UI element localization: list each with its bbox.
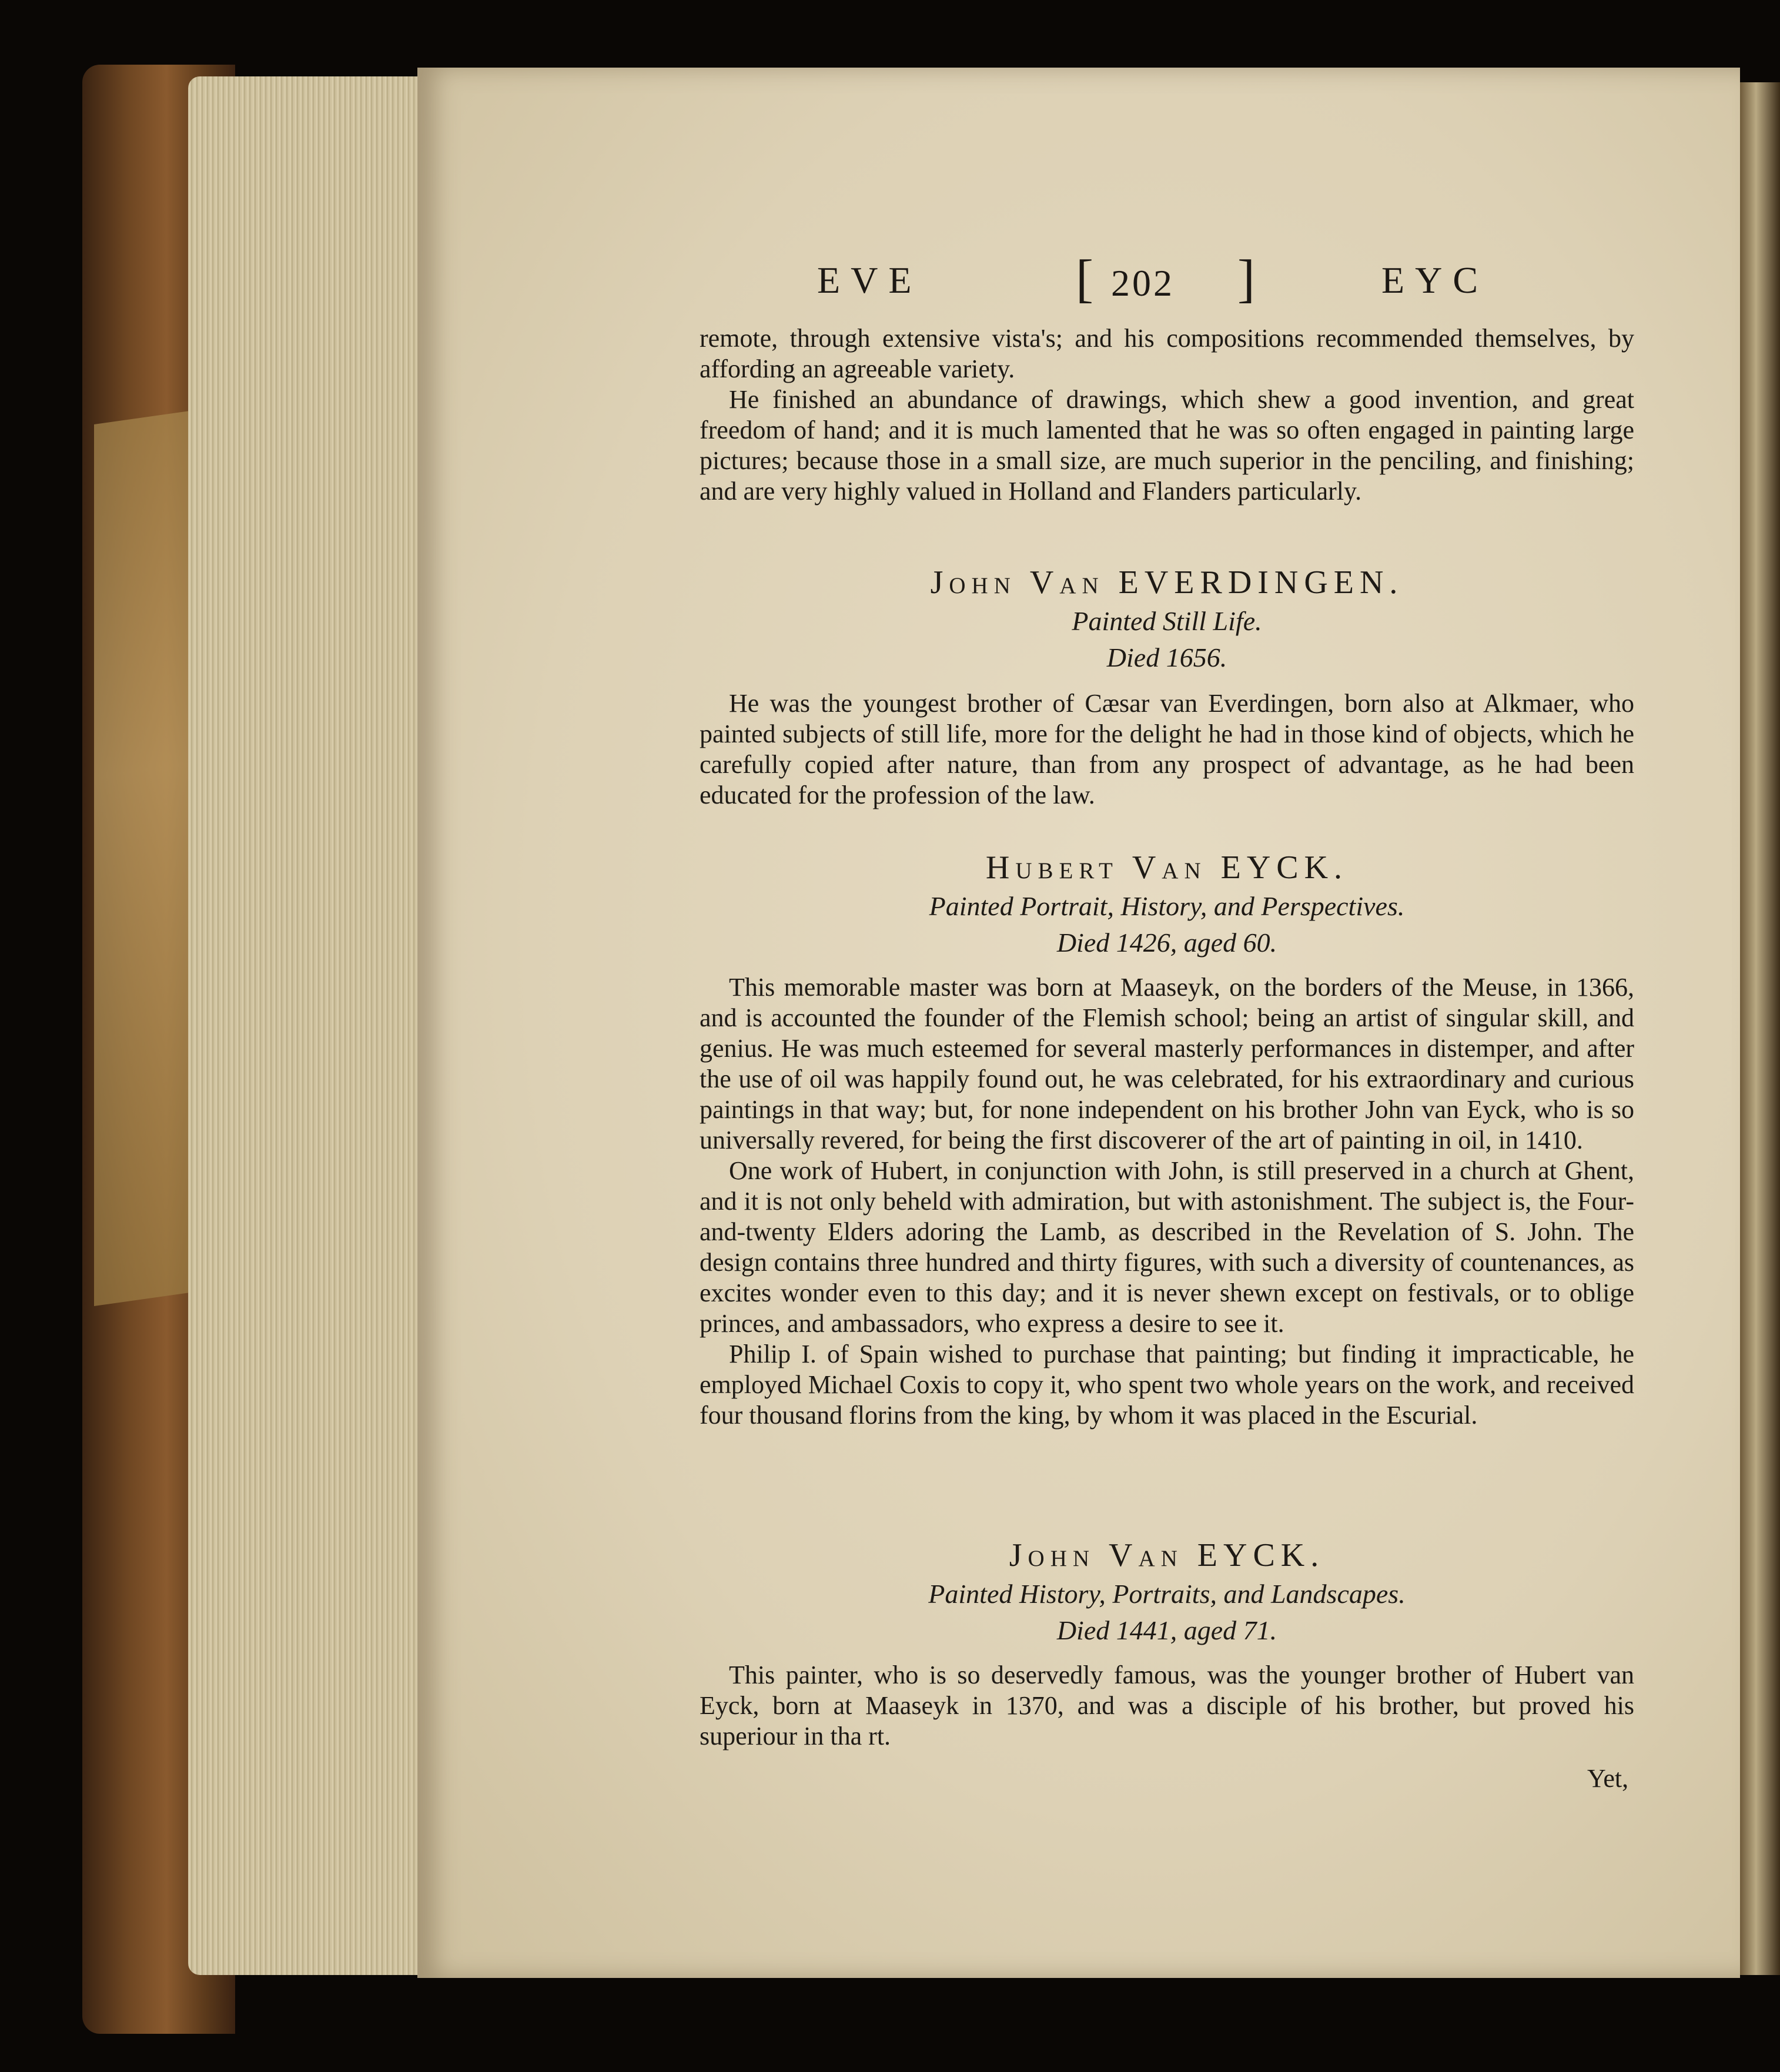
entry-died: Died 1441, aged 71.: [1056, 1615, 1277, 1645]
entry-died: Died 1426, aged 60.: [1056, 928, 1277, 958]
entry-died: Died 1656.: [1106, 642, 1227, 672]
paragraph: This memorable master was born at Maaseyk, on the borders of the Meuse, in 1366, and is accounted the founder of the Flemish school; being an artist of singular skill, and genius. He was much esteemed for several masterly performances in distemper, and after the use of oil was happily found out, he was celebrated, for his extraordinary and curious paintings in that way; but, for none independent on his brother John van Eyck, who is so universally revered, for being the first discoverer of the art of painting in oil, in 1410.: [700, 973, 1634, 1154]
paragraph: He finished an abundance of drawings, which shew a good invention, and great freedom of hand; and it is much lamented that he was so often engaged in painting large pictures; because those in a small size, are much superior in the penciling, and finishing; and are very highly valued in Holland and Flanders particularly.: [700, 385, 1634, 506]
entry-john-van-eyck: [700, 1537, 1634, 1752]
paragraph: One work of Hubert, in conjunction with John, is still preserved in a church at Ghent, and it is not only beheld with admiration, but with astonishment. The subject is, the Four-and-twenty Elders adoring the Lamb, as described in the Revelation of S. John. The design contains three hundred and thirty figures, with such a diversity of countenances, as excites wonder even to this day; and it is never shewn except on festivals, or to oblige princes, and ambassadors, who express a desire to see it.: [700, 1156, 1634, 1338]
entry-painted: Painted Portrait, History, and Perspectives.: [929, 891, 1405, 921]
paragraph: This painter, who is so deservedly famous, was the younger brother of Hubert van Eyck, born at Maaseyk in 1370, and was a disciple of his brother, but proved his superiour in tha rt.: [700, 1661, 1634, 1750]
page-edges: [188, 76, 423, 1975]
entry-heading: John Van EYCK.: [1009, 1537, 1325, 1574]
adjacent-page-edge: [1740, 82, 1780, 1975]
header-bracket-open: [: [1076, 250, 1093, 308]
entry-heading: Hubert Van EYCK.: [985, 849, 1349, 886]
paragraph: He was the youngest brother of Cæsar van Everdingen, born also at Alkmaer, who painted subjects of still life, more for the delight he had in those kind of objects, which he carefully copied after nature, than from any prospect of advantage, as he had been educated for the profession of the law.: [700, 689, 1634, 809]
catchword: Yet,: [1587, 1764, 1629, 1793]
paragraph: remote, through extensive vista's; and his compositions recommended themselves, by affording an agreeable variety.: [700, 324, 1634, 383]
header-bracket-close: ]: [1237, 250, 1255, 308]
page-number: 202: [1111, 262, 1175, 304]
entry-heading: John Van EVERDINGEN.: [930, 564, 1404, 601]
entry-everdingen: [700, 564, 1634, 811]
header-right-catchword: EYC: [1381, 259, 1488, 301]
paragraph: Philip I. of Spain wished to purchase that painting; but finding it impracticable, he employed Michael Coxis to copy it, who spent two whole years on the work, and received four thousand florins from the king, by whom it was placed in the Escurial.: [700, 1340, 1634, 1430]
entry-painted: Painted Still Life.: [1072, 606, 1262, 636]
header-left-catchword: EVE: [817, 259, 922, 301]
running-header: [817, 250, 1523, 317]
intro-text: [700, 323, 1634, 507]
entry-painted: Painted History, Portraits, and Landscapes.: [928, 1579, 1406, 1609]
entry-hubert-van-eyck: [700, 849, 1634, 1431]
